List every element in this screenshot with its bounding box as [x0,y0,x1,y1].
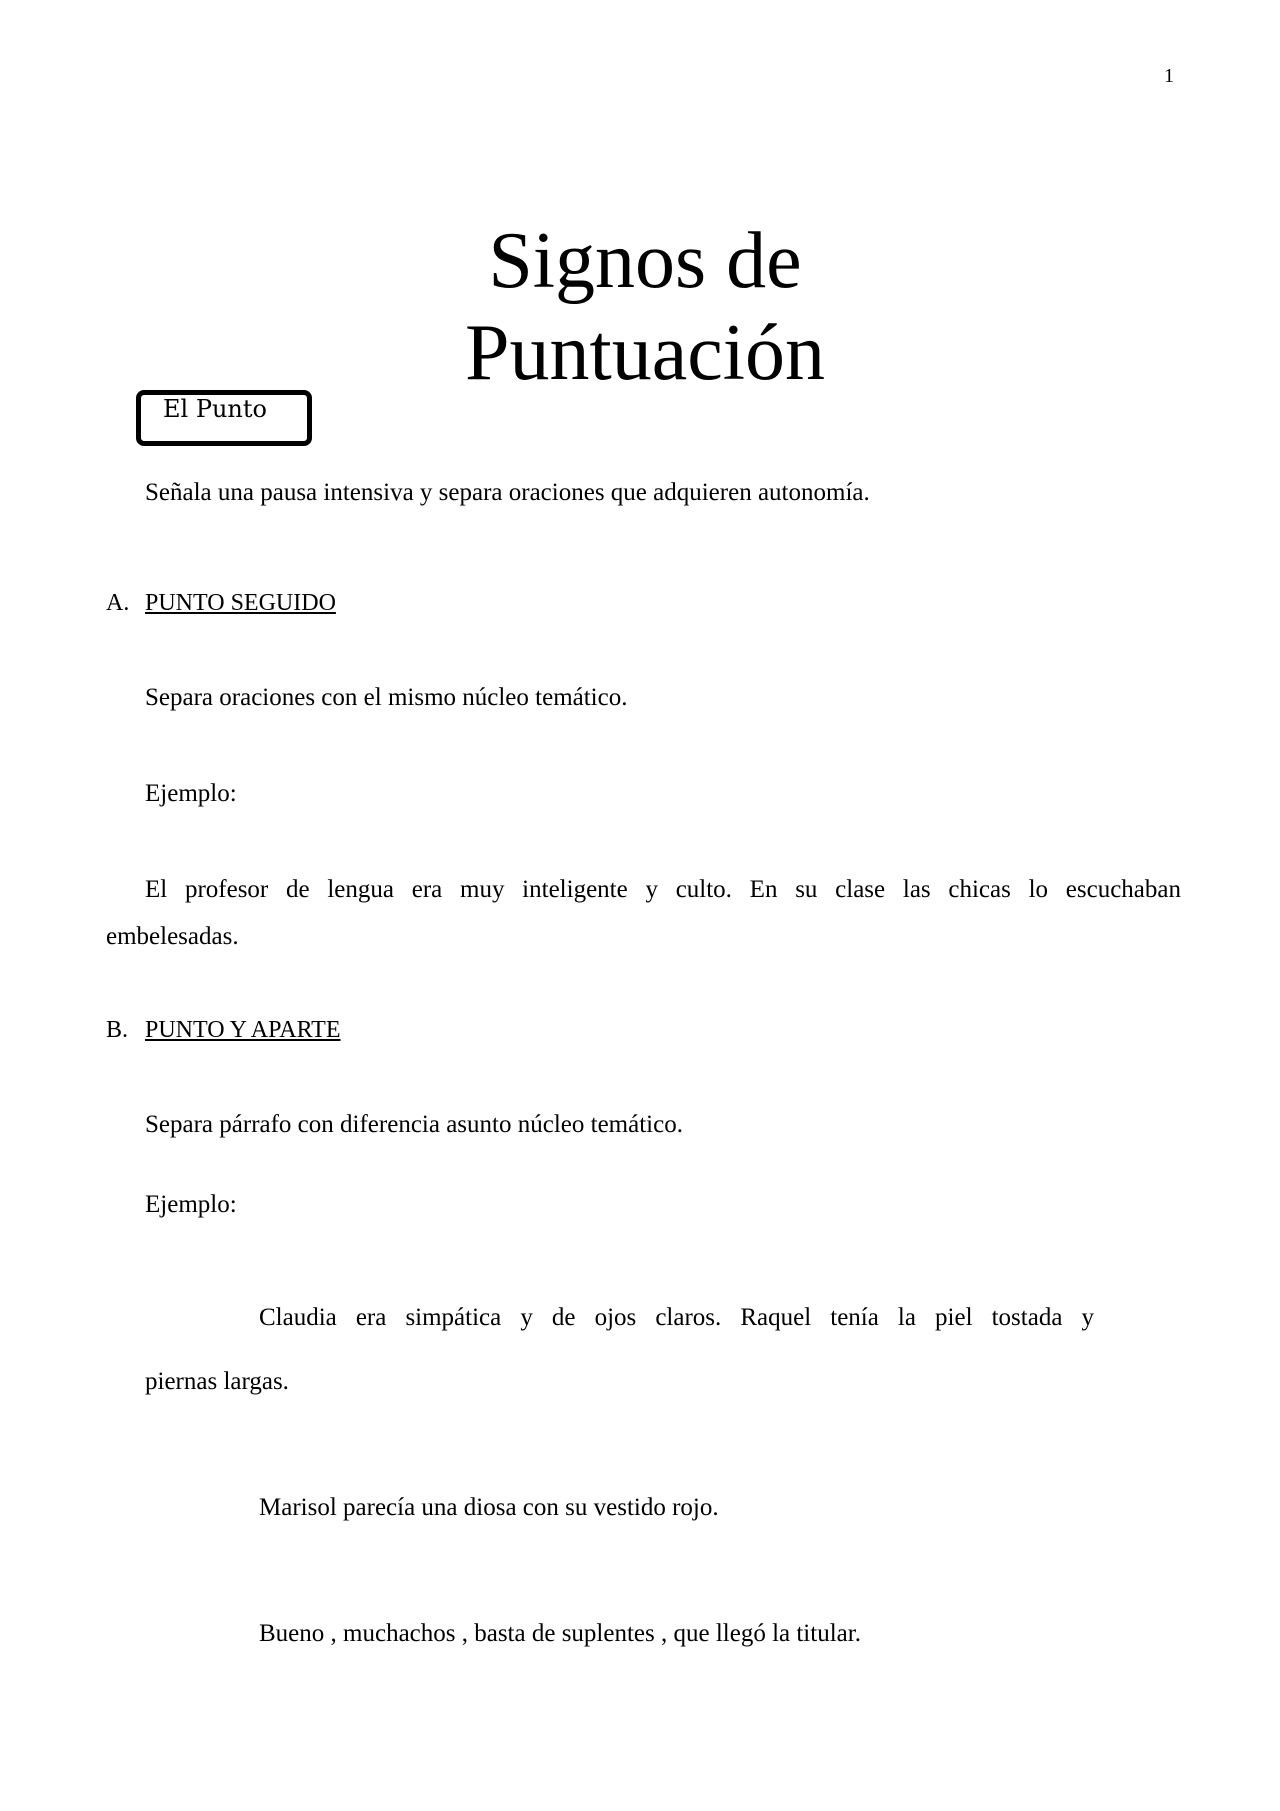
section-b-description: Separa párrafo con diferencia asunto núcleo temático. [145,1111,683,1138]
section-a-marker: A. [106,590,130,616]
section-b-example-label: Ejemplo: [145,1191,237,1218]
section-box-label: El Punto [163,395,267,423]
section-b-marker: B. [106,1017,129,1043]
page-number: 1 [1164,65,1174,87]
section-a-label: PUNTO SEGUIDO [145,590,336,616]
intro-text: Señala una pausa intensiva y separa oraciones que adquieren autonomía. [145,479,870,506]
section-b-heading [106,1015,341,1045]
section-b-example-3: Bueno , muchachos , basta de suplentes , que llegó la titular. [259,1620,861,1647]
section-b-label: PUNTO Y APARTE [145,1017,341,1043]
title-line-1: Signos de [488,217,802,305]
section-a-description: Separa oraciones con el mismo núcleo temático. [145,684,628,711]
section-b-example-1-line-1: Claudia era simpática y de ojos claros. Raquel tenía la piel tostada y [259,1304,1094,1331]
document-title [340,215,950,399]
section-b-example-2: Marisol parecía una diosa con su vestido rojo. [259,1494,719,1521]
section-a-example-label: Ejemplo: [145,780,237,807]
section-b-example-1-line-2: piernas largas. [145,1368,289,1395]
section-box-el-punto [136,390,312,446]
section-a-example-line-1: El profesor de lengua era muy inteligente y culto. En su clase las chicas lo escuchaban [145,876,1181,903]
title-line-2: Puntuación [465,309,825,397]
section-a-example-line-2: embelesadas. [106,923,239,950]
section-a-heading [106,588,336,618]
